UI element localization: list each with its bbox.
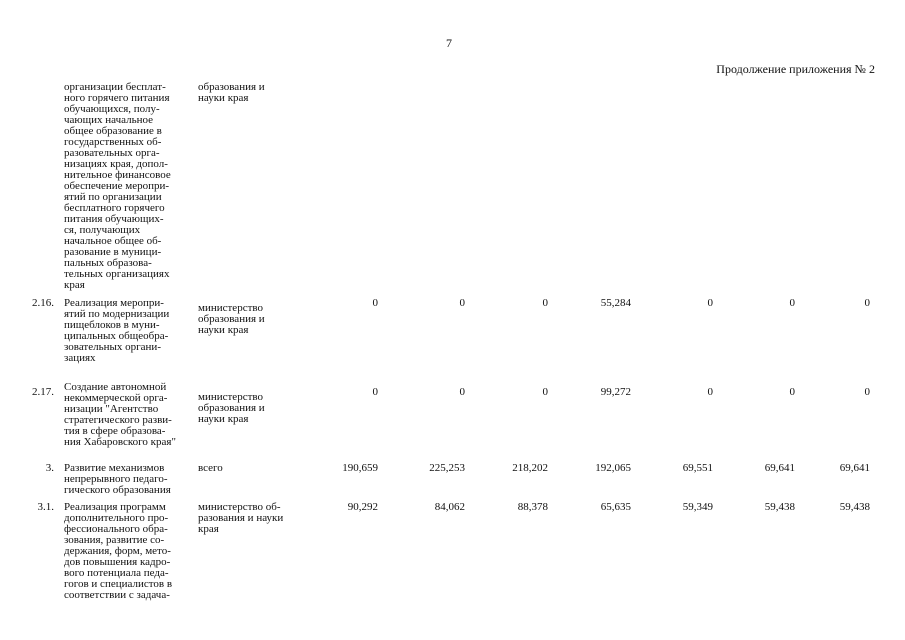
value-cell: 59,438: [764, 501, 795, 513]
value-cell: 65,635: [600, 501, 631, 513]
value-cell: 0: [542, 386, 548, 398]
value-cell: 69,641: [839, 462, 870, 474]
row-description: Реализация меропри- ятий по модернизации пищеблоков в муни- ципальных общеобра- зовательных органи- зациях: [64, 297, 170, 364]
value-cell: 69,551: [682, 462, 713, 474]
value-cell: 59,349: [682, 501, 713, 513]
value-cell: 0: [459, 297, 465, 309]
row-description: Реализация программ дополнительного про- фессионального обра- зования, развитие со- держания, форм, мето- дов повышения кадро- вого потенциала педа- гогов и специалистов в соответствии с задача-: [64, 501, 173, 601]
row-description: Создание автономной некоммерческой орга- низации "Агентство стратегического разви- тия в сфере образова- ния Хабаровского края": [64, 381, 176, 448]
value-cell: 192,065: [595, 462, 631, 474]
row-description: организации бесплат- ного горячего питания обучающихся, полу- чающих начальное общее образование в государственных об- разовательных орга- низациях края, допол- нительное финансовое обеспечение меропри- ятий по организации бесплатного горячего питания обучающих- ся, получающих начальное общее об- разование в муници- пальных образова- тельных организациях края: [64, 81, 171, 291]
value-cell: 0: [459, 386, 465, 398]
page-number: 7: [446, 36, 452, 50]
value-cell: 90,292: [347, 501, 378, 513]
value-cell: 99,272: [600, 386, 631, 398]
row-executor: всего: [198, 462, 223, 474]
value-cell: 0: [864, 297, 870, 309]
value-cell: 0: [372, 386, 378, 398]
continuation-label: Продолжение приложения № 2: [716, 62, 875, 76]
row-executor: министерство об- разования и науки края: [198, 501, 284, 535]
value-cell: 225,253: [429, 462, 465, 474]
row-executor: образования и науки края: [198, 81, 265, 104]
value-cell: 0: [707, 297, 713, 309]
row-number: 2.16.: [32, 297, 54, 309]
row-number: 2.17.: [32, 386, 54, 398]
value-cell: 0: [707, 386, 713, 398]
value-cell: 0: [789, 297, 795, 309]
value-cell: 0: [542, 297, 548, 309]
value-cell: 84,062: [434, 501, 465, 513]
row-description: Развитие механизмов непрерывного педаго- гического образования: [64, 462, 171, 496]
value-cell: 0: [864, 386, 870, 398]
row-number: 3.1.: [37, 501, 54, 513]
row-number: 3.: [45, 462, 54, 474]
value-cell: 0: [789, 386, 795, 398]
value-cell: 0: [372, 297, 378, 309]
value-cell: 190,659: [342, 462, 378, 474]
row-executor: министерство образования и науки края: [198, 302, 265, 336]
value-cell: 59,438: [839, 501, 870, 513]
value-cell: 218,202: [512, 462, 548, 474]
value-cell: 55,284: [600, 297, 631, 309]
value-cell: 88,378: [517, 501, 548, 513]
value-cell: 69,641: [764, 462, 795, 474]
row-executor: министерство образования и науки края: [198, 391, 265, 425]
